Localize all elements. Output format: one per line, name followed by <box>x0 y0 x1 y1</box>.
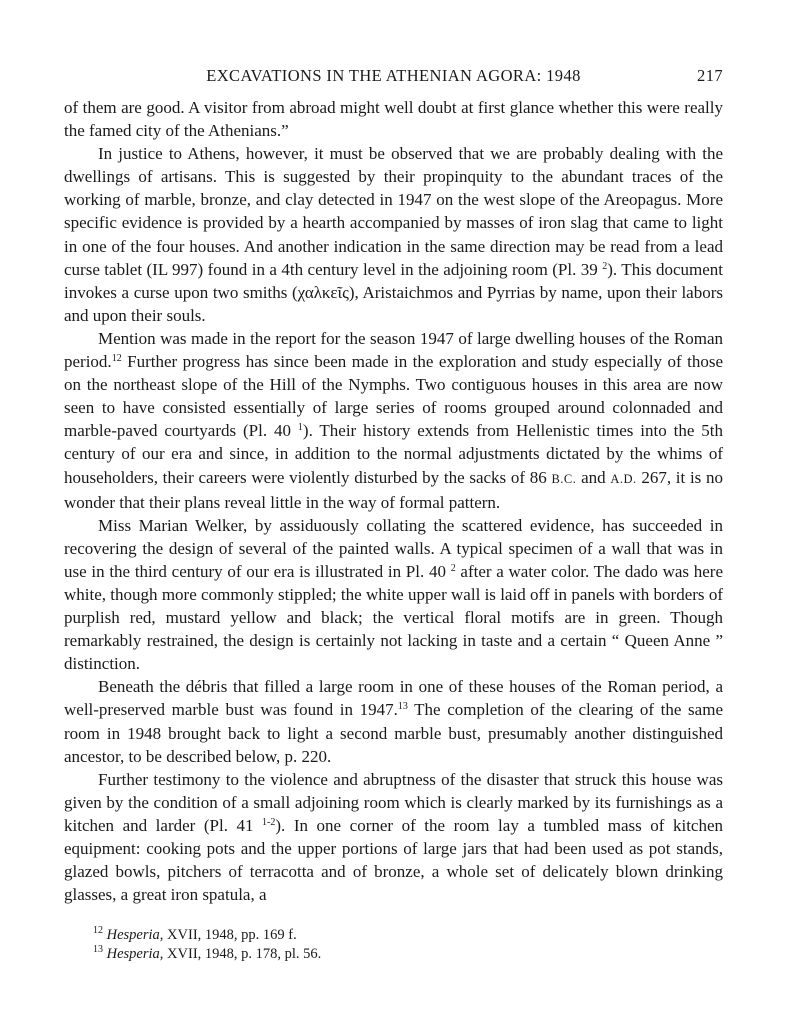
running-head <box>64 66 723 88</box>
paragraph-6-text-a: Further testimony to the violence and abruptness of the disaster that struck this house was given by the condition of a small adjoining room which is clearly marked by its furnishings as a kitchen and larder (Pl. 41 <box>64 769 723 835</box>
paragraph-1-text: of them are good. A visitor from abroad might well doubt at first glance whether this were really the famed city of the Athenians.” <box>64 98 723 141</box>
paragraph-3-text-e: and <box>576 467 611 487</box>
footnote-13 <box>93 945 723 964</box>
paragraph-4-text-c: after a water color. The dado was here white, though more commonly stippled; the white upper wall is laid off in panels with borders of purplish red, mustard yellow and black; the vertical floral motifs are in green. Though remarkably restrained, the design is certainly not lacking in taste and a certain “ Queen Anne ” distinction. <box>64 561 723 674</box>
footnote-ref-12: 12 <box>111 353 122 365</box>
body-text <box>64 96 723 906</box>
paragraph-3-text-d: ). Their history extends from Hellenistic times into the 5th century of our era and since, in addition to the normal adjustments dictated by the whims of householders, their careers were violently disturbed by the sacks of 86 <box>64 421 724 487</box>
footnote-ref-13: 13 <box>397 701 408 713</box>
paragraph-2 <box>64 142 723 327</box>
paragraph-5-text-b: The completion of the clearing of the same room in 1948 brought back to light a second marble bust, presumably another distinguished ancestor, to be described below, p. 220. <box>64 700 723 766</box>
paragraph-5-text-a: Beneath the débris that filled a large room in one of these houses of the Roman period, a well-preserved marble bust was found in 1947. <box>64 677 723 720</box>
paragraph-1 <box>64 96 723 142</box>
footnote-journal: Hesperia <box>106 927 160 943</box>
paragraph-3-text-a: Mention was made in the report for the season 1947 of large dwelling houses of the Roman period. <box>64 328 723 372</box>
paragraph-6 <box>64 768 723 907</box>
footnote-journal: Hesperia <box>106 946 160 962</box>
paragraph-4-text-a: Miss Marian Welker, by assiduously collating the scattered evidence, has succeeded in recovering the design of several of the painted walls. A typical specimen of a wall that was in use in the third century of our era is illustrated in Pl. 40 <box>64 515 723 581</box>
paragraph-6-text-c: ). In one corner of the room lay a tumbled mass of kitchen equipment: cooking pots and the upper portions of large jars that had been used as pot stands, glazed bowls, pitchers of terracotta and of bronze, a whole set of delicately blown drinking glasses, a great iron spatula, a <box>64 815 724 905</box>
era-bc: B.C. <box>551 471 577 486</box>
paragraph-4 <box>64 514 723 676</box>
paragraph-3-text-f: 267, it is no wonder that their plans reveal little in the way of formal pattern. <box>64 467 724 512</box>
paragraph-2-text-a: In justice to Athens, however, it must be observed that we are probably dealing with the dwellings of artisans. This is suggested by their propinquity to the abundant traces of the working of marble, bronze, and clay detected in 1947 on the west slope of the Areopagus. More specific evidence is provided by a hearth accompanied by masses of iron slag that came to light in one of the four houses. And another indication in the same direction may be read from a lead curse tablet (IL 997) found in a 4th century level in the adjoining room (Pl. 39 <box>64 144 723 279</box>
plate-subfigure-ref: 1 <box>297 422 303 434</box>
paragraph-3 <box>64 327 723 514</box>
footnote-citation: , XVII, 1948, p. 178, pl. 56. <box>159 946 322 962</box>
plate-subfigure-ref: 2 <box>450 562 456 574</box>
footnotes <box>93 926 723 964</box>
footnote-citation: , XVII, 1948, pp. 169 f. <box>159 927 297 943</box>
paragraph-3-text-b: Further progress has since been made in the exploration and study especially of those on the northeast slope of the Hill of the Nymphs. Two contiguous houses in this area are now seen to have consisted essentially of large series of rooms grouped around colonnaded and marble-paved courtyards (Pl. 40 <box>64 352 723 441</box>
plate-subfigure-ref: 2 <box>602 260 608 272</box>
paragraph-5 <box>64 675 723 767</box>
footnote-number: 13 <box>93 944 103 955</box>
paragraph-2-text-c: ). This document invokes a curse upon two smiths (χαλκεῖς), Aristaichmos and Pyrrias by name, upon their labors and upon their souls. <box>64 259 724 325</box>
page-number: 217 <box>697 66 723 85</box>
footnote-number: 12 <box>93 925 103 936</box>
era-ad: A.D. <box>610 471 637 486</box>
footnote-12 <box>93 926 723 945</box>
plate-subfigure-ref: 1-2 <box>262 816 276 828</box>
running-title: EXCAVATIONS IN THE ATHENIAN AGORA: 1948 <box>206 66 581 85</box>
